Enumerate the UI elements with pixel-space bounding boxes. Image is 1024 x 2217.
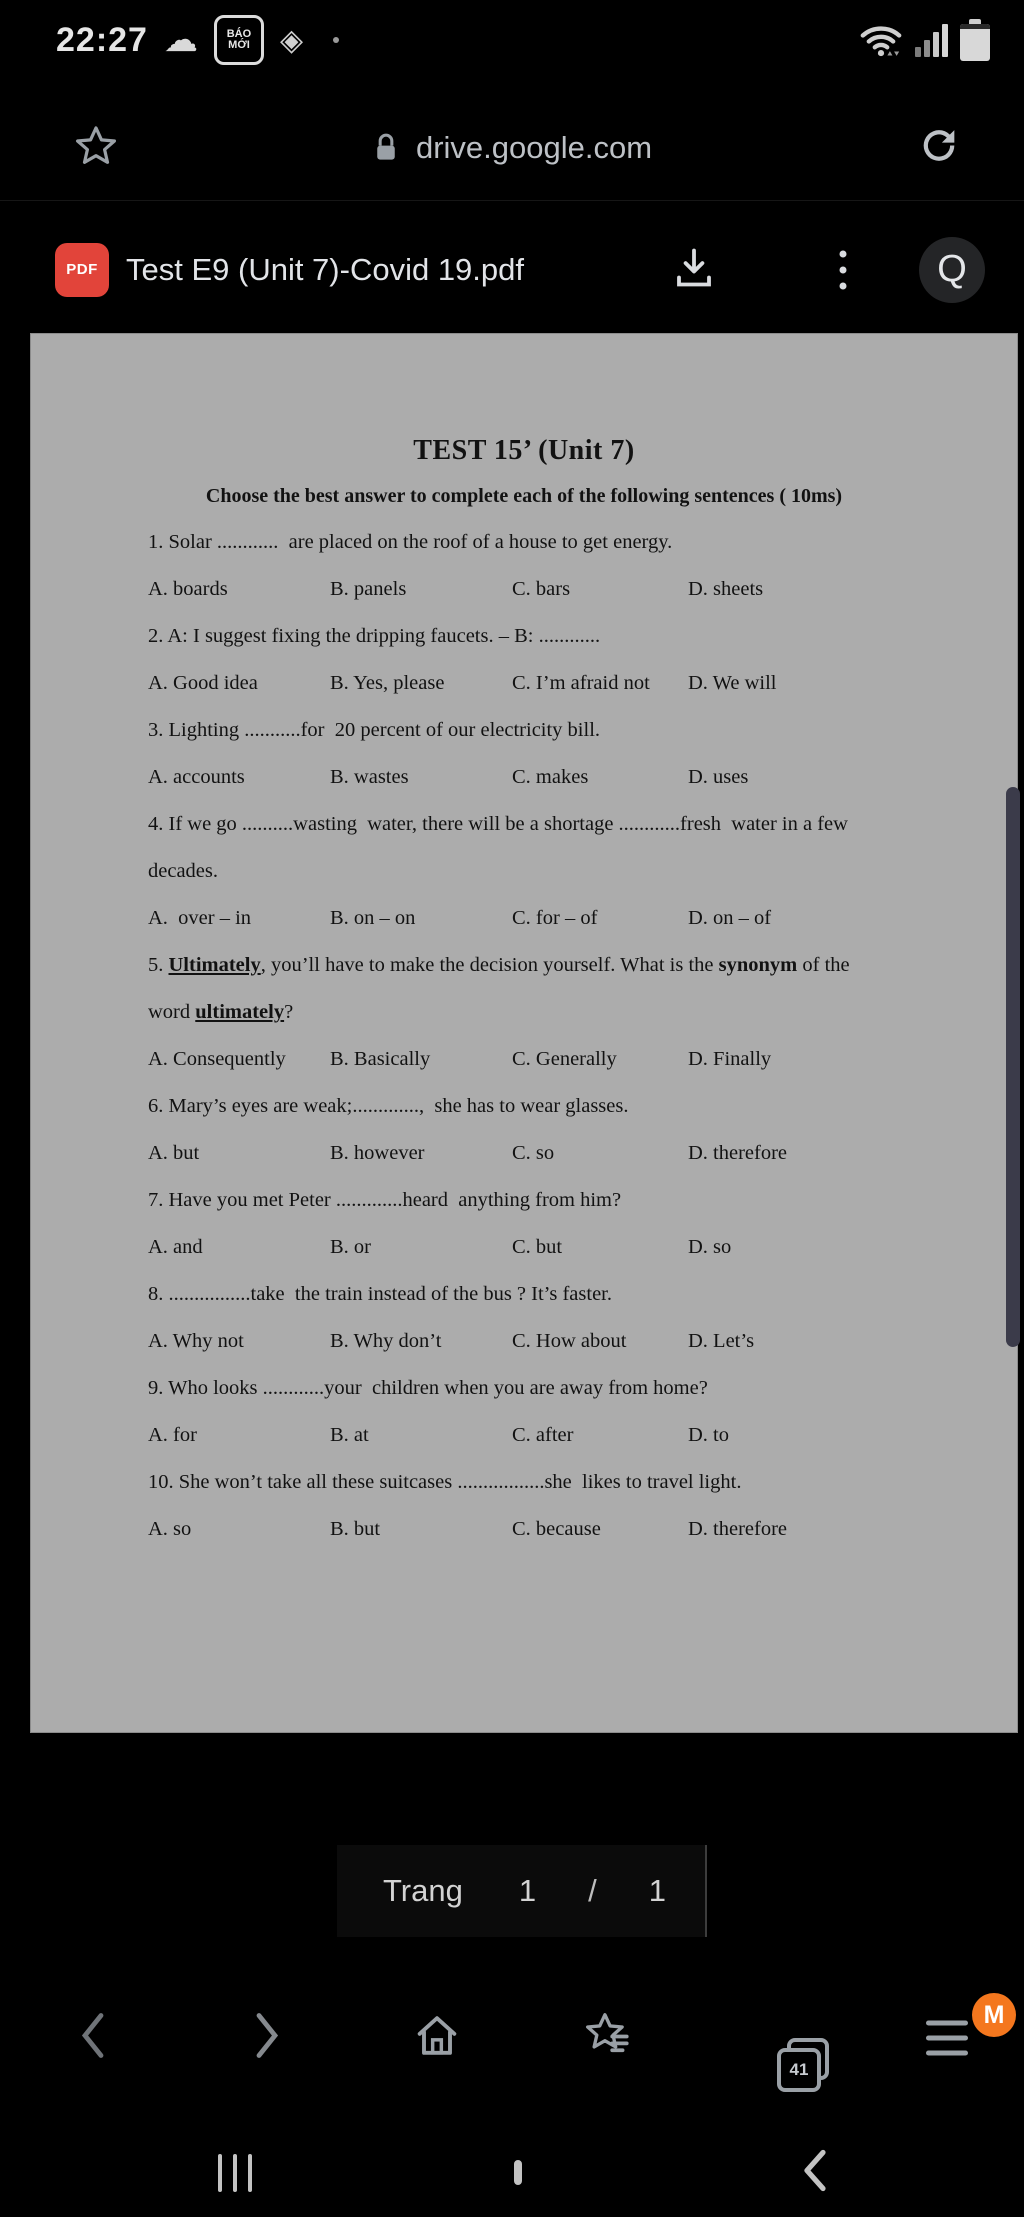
page-separator: /: [588, 1873, 597, 1908]
total-pages: 1: [648, 1873, 666, 1908]
question-line: 4. If we go ..........wasting water, there will be a shortage ............fresh water in a few: [148, 813, 848, 835]
option-b: B. panels: [330, 578, 407, 600]
battery-icon: [960, 19, 990, 61]
option-c: C. because: [512, 1518, 601, 1540]
question-line: 10. She won’t take all these suitcases .................she likes to travel light.: [148, 1471, 742, 1493]
pdf-file-icon: PDF: [55, 243, 109, 297]
option-c: C. makes: [512, 766, 589, 788]
test-title: TEST 15’ (Unit 7): [413, 435, 635, 466]
menu-icon[interactable]: [926, 2020, 968, 2055]
option-b: B. wastes: [330, 766, 409, 788]
notification-dot: [333, 37, 339, 43]
question-line: 9. Who looks ............your children when you are away from home?: [148, 1377, 708, 1399]
question-line: 5. Ultimately, you’ll have to make the decision yourself. What is the synonym of the: [148, 954, 850, 976]
option-a: A. and: [148, 1236, 203, 1258]
option-d: D. uses: [688, 766, 749, 788]
option-a: A. boards: [148, 578, 228, 600]
scrollbar-thumb[interactable]: [1006, 787, 1020, 1347]
page-indicator: [337, 1845, 707, 1937]
option-d: D. Finally: [688, 1048, 772, 1070]
option-d: D. We will: [688, 672, 777, 694]
option-c: C. but: [512, 1236, 563, 1258]
browser-url-bar: [0, 95, 1024, 201]
options-row: [148, 1036, 990, 1083]
option-c: C. for – of: [512, 907, 598, 929]
option-d: D. therefore: [688, 1518, 788, 1540]
option-a: A. for: [148, 1424, 197, 1446]
cloud-icon: ☁: [163, 21, 198, 59]
refresh-icon[interactable]: [916, 122, 962, 173]
option-c: C. bars: [512, 578, 571, 600]
page-label: Trang: [383, 1873, 463, 1908]
option-d: D. to: [688, 1424, 729, 1446]
status-bar: [0, 0, 1024, 80]
option-b: B. however: [330, 1142, 425, 1164]
recents-icon[interactable]: [218, 2154, 252, 2192]
tab-count: 41: [777, 2048, 821, 2092]
options-row: [148, 1506, 990, 1553]
option-a: A. Consequently: [148, 1048, 286, 1070]
options-row: [148, 1318, 990, 1365]
option-a: A. Why not: [148, 1330, 244, 1352]
option-a: A. Good idea: [148, 672, 258, 694]
options-row: [148, 754, 990, 801]
test-instruction: Choose the best answer to complete each of the following sentences ( 10ms): [205, 485, 843, 507]
option-d: D. sheets: [688, 578, 764, 600]
question-line: word ultimately?: [148, 1001, 294, 1023]
option-c: C. I’m afraid not: [512, 672, 650, 694]
option-a: A. but: [148, 1142, 200, 1164]
option-b: B. on – on: [330, 907, 416, 929]
question-line: 1. Solar ............ are placed on the roof of a house to get energy.: [148, 531, 673, 553]
menu-notification-badge: M: [972, 1993, 1016, 2037]
search-in-document-button[interactable]: Q: [919, 237, 985, 303]
question-line: 7. Have you met Peter .............heard anything from him?: [148, 1189, 622, 1211]
back-icon[interactable]: [797, 2146, 833, 2199]
baomoi-app-icon: [214, 15, 264, 65]
current-page: 1: [518, 1873, 537, 1908]
option-b: B. at: [330, 1424, 369, 1446]
bookmark-star-icon[interactable]: [72, 121, 120, 174]
options-row: [148, 566, 990, 613]
option-c: C. How about: [512, 1330, 627, 1352]
options-row: [148, 660, 990, 707]
forward-icon[interactable]: [247, 2009, 287, 2066]
option-d: D. therefore: [688, 1142, 788, 1164]
baomoi-text-2: MỚI: [228, 39, 250, 51]
document-questions: [30, 519, 990, 1553]
option-d: D. so: [688, 1236, 732, 1258]
option-d: D. Let’s: [688, 1330, 755, 1352]
diamond-icon: ◈: [279, 23, 304, 57]
back-icon[interactable]: [73, 2009, 113, 2066]
pdf-page-content: [30, 333, 1018, 1553]
bookmarks-star-icon[interactable]: [580, 2008, 634, 2067]
download-icon[interactable]: [670, 243, 718, 296]
browser-toolbar: [0, 1985, 1024, 2090]
pdf-viewer-header: [0, 212, 1024, 327]
option-b: B. or: [330, 1236, 371, 1258]
home-icon[interactable]: [514, 2164, 522, 2182]
option-a: A. accounts: [148, 766, 245, 788]
option-b: B. but: [330, 1518, 381, 1540]
options-row: [148, 895, 990, 942]
question-line: 8. ................take the train instead of the bus ? It’s faster.: [148, 1283, 612, 1305]
url-text: drive.google.com: [415, 129, 653, 165]
option-c: C. so: [512, 1142, 555, 1164]
option-d: D. on – of: [688, 907, 772, 929]
wifi-icon: [859, 20, 903, 60]
option-b: B. Why don’t: [330, 1330, 442, 1352]
more-options-icon[interactable]: [840, 250, 847, 289]
option-b: B. Yes, please: [330, 672, 445, 694]
option-a: A. so: [148, 1518, 192, 1540]
android-navigation-bar: [0, 2128, 1024, 2217]
option-c: C. Generally: [512, 1048, 617, 1070]
option-a: A. over – in: [148, 907, 252, 929]
home-icon[interactable]: [411, 2009, 463, 2066]
pdf-file-title: Test E9 (Unit 7)-Covid 19.pdf: [126, 251, 525, 287]
status-time: 22:27: [56, 20, 148, 59]
question-line: decades.: [148, 860, 218, 882]
lock-icon: [372, 131, 400, 165]
pdf-page[interactable]: [30, 333, 1018, 1733]
question-line: 3. Lighting ...........for 20 percent of our electricity bill.: [148, 719, 601, 741]
option-c: C. after: [512, 1424, 574, 1446]
question-line: 2. A: I suggest fixing the dripping faucets. – B: ............: [148, 625, 601, 647]
options-row: [148, 1412, 990, 1459]
options-row: [148, 1130, 990, 1177]
baomoi-text-1: BÁO: [226, 28, 252, 40]
question-line: 6. Mary’s eyes are weak;............., she has to wear glasses.: [148, 1095, 629, 1117]
address-bar[interactable]: [372, 130, 652, 166]
signal-icon: [915, 23, 948, 57]
options-row: [148, 1224, 990, 1271]
option-b: B. Basically: [330, 1048, 431, 1070]
